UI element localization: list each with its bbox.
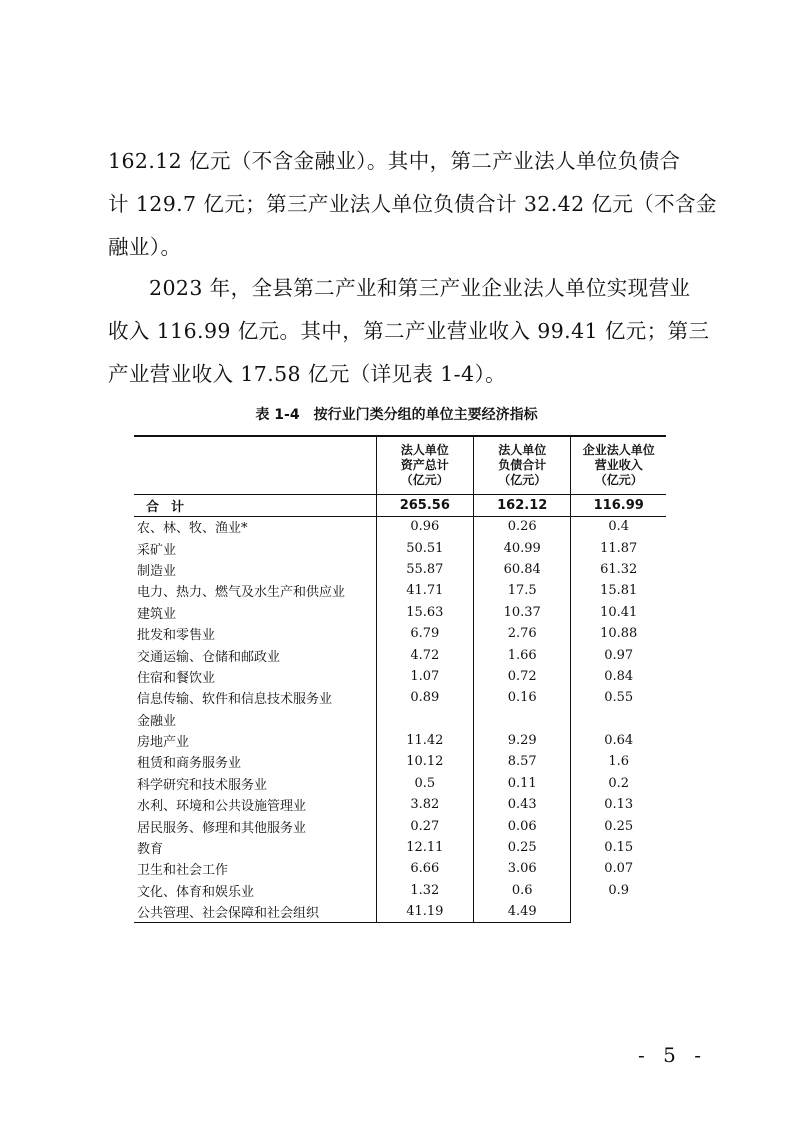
assets-cell: 12.11 bbox=[376, 837, 473, 858]
table-row bbox=[134, 901, 666, 922]
liabilities-cell: 0.11 bbox=[474, 773, 571, 794]
assets-cell: 6.66 bbox=[376, 858, 473, 879]
assets-cell: 55.87 bbox=[376, 559, 473, 580]
table-row bbox=[134, 580, 666, 601]
assets-cell: 41.71 bbox=[376, 580, 473, 601]
table-row bbox=[134, 773, 666, 794]
header-line: 法人单位 bbox=[400, 442, 449, 457]
revenue-cell: 1.6 bbox=[608, 754, 630, 770]
economic-indicators-table bbox=[134, 435, 666, 923]
liabilities-cell: 0.43 bbox=[474, 794, 571, 815]
table-row bbox=[134, 730, 666, 751]
paragraph-line: 融业）。 bbox=[108, 235, 182, 259]
total-liabilities: 162.12 bbox=[474, 494, 571, 516]
revenue-cell: 0.97 bbox=[604, 647, 634, 663]
table-row bbox=[134, 537, 666, 558]
industry-name: 制造业 bbox=[134, 559, 376, 580]
paragraph-line: 产业营业收入 17.58 亿元（详见表 1-4）。 bbox=[108, 362, 506, 386]
revenue-cell: 10.88 bbox=[600, 626, 638, 642]
revenue-cell: 0.15 bbox=[604, 840, 634, 856]
assets-cell: 50.51 bbox=[376, 537, 473, 558]
revenue-cell bbox=[571, 901, 666, 922]
liabilities-cell: 4.49 bbox=[474, 901, 571, 922]
assets-cell: 6.79 bbox=[376, 623, 473, 644]
header-line: 企业法人单位 bbox=[582, 442, 655, 457]
industry-name: 电力、热力、燃气及水生产和供应业 bbox=[134, 580, 376, 601]
revenue-cell: 0.84 bbox=[604, 668, 634, 684]
table-row bbox=[134, 687, 666, 708]
page-number: - 5 - bbox=[638, 1043, 707, 1067]
header-blank bbox=[134, 436, 376, 494]
industry-name: 文化、体育和娱乐业 bbox=[134, 880, 376, 901]
paragraph-revenue bbox=[108, 267, 710, 396]
table-row bbox=[134, 623, 666, 644]
industry-name: 科学研究和技术服务业 bbox=[134, 773, 376, 794]
paragraph-line: 2023 年，全县第二产业和第三产业企业法人单位实现营业 bbox=[149, 276, 691, 300]
header-line: 法人单位 bbox=[498, 442, 547, 457]
liabilities-cell: 17.5 bbox=[474, 580, 571, 601]
liabilities-cell: 0.26 bbox=[474, 516, 571, 537]
table-row bbox=[134, 837, 666, 858]
revenue-cell: 0.07 bbox=[604, 861, 634, 877]
industry-name: 采矿业 bbox=[134, 537, 376, 558]
revenue-cell: 0.64 bbox=[604, 733, 634, 749]
assets-cell: 10.12 bbox=[376, 751, 473, 772]
assets-cell: 0.5 bbox=[376, 773, 473, 794]
revenue-cell: 0.13 bbox=[604, 797, 634, 813]
header-revenue bbox=[571, 436, 666, 494]
header-line: （亿元） bbox=[498, 472, 547, 487]
revenue-cell: 0.55 bbox=[604, 690, 634, 706]
industry-name: 公共管理、社会保障和社会组织 bbox=[134, 901, 376, 922]
industry-name: 建筑业 bbox=[134, 602, 376, 623]
industry-name: 租赁和商务服务业 bbox=[134, 751, 376, 772]
table-row bbox=[134, 751, 666, 772]
revenue-cell: 15.81 bbox=[600, 583, 638, 599]
header-line: （亿元） bbox=[594, 472, 643, 487]
liabilities-cell: 0.16 bbox=[474, 687, 571, 708]
assets-cell: 15.63 bbox=[376, 602, 473, 623]
industry-name: 卫生和社会工作 bbox=[134, 858, 376, 879]
table-row bbox=[134, 666, 666, 687]
liabilities-cell bbox=[474, 709, 571, 730]
table-caption: 表 1-4 按行业门类分组的单位主要经济指标 bbox=[255, 407, 538, 423]
header-line: 负债合计 bbox=[498, 457, 547, 472]
header-line: 资产总计 bbox=[400, 457, 449, 472]
revenue-cell: 0.2 bbox=[608, 775, 630, 791]
header-liabilities bbox=[474, 436, 571, 494]
revenue-cell: 61.32 bbox=[600, 561, 638, 577]
liabilities-cell: 60.84 bbox=[474, 559, 571, 580]
assets-cell: 0.27 bbox=[376, 815, 473, 836]
table-row bbox=[134, 880, 666, 901]
assets-cell: 0.89 bbox=[376, 687, 473, 708]
liabilities-cell: 9.29 bbox=[474, 730, 571, 751]
liabilities-cell: 0.06 bbox=[474, 815, 571, 836]
revenue-cell: 0.25 bbox=[604, 818, 634, 834]
table-row bbox=[134, 709, 666, 730]
assets-cell: 41.19 bbox=[376, 901, 473, 922]
paragraph-line: 计 129.7 亿元；第三产业法人单位负债合计 32.42 亿元（不含金 bbox=[108, 192, 717, 216]
total-revenue: 116.99 bbox=[571, 494, 666, 516]
revenue-cell bbox=[571, 709, 666, 730]
liabilities-cell: 8.57 bbox=[474, 751, 571, 772]
liabilities-cell: 2.76 bbox=[474, 623, 571, 644]
industry-name: 农、林、牧、渔业* bbox=[134, 516, 376, 537]
industry-name: 教育 bbox=[134, 837, 376, 858]
industry-name: 房地产业 bbox=[134, 730, 376, 751]
table-row bbox=[134, 644, 666, 665]
table-row bbox=[134, 559, 666, 580]
revenue-cell: 10.41 bbox=[600, 604, 638, 620]
paragraph-line: 收入 116.99 亿元。其中，第二产业营业收入 99.41 亿元；第三 bbox=[108, 319, 710, 343]
assets-cell: 1.07 bbox=[376, 666, 473, 687]
assets-cell: 1.32 bbox=[376, 880, 473, 901]
liabilities-cell: 0.6 bbox=[474, 880, 571, 901]
industry-name: 住宿和餐饮业 bbox=[134, 666, 376, 687]
industry-name: 金融业 bbox=[134, 709, 376, 730]
liabilities-cell: 40.99 bbox=[474, 537, 571, 558]
assets-cell: 0.96 bbox=[376, 516, 473, 537]
paragraph-liabilities bbox=[108, 140, 717, 269]
total-label: 合计 bbox=[134, 494, 376, 516]
header-assets bbox=[376, 436, 473, 494]
table-row bbox=[134, 794, 666, 815]
revenue-cell: 11.87 bbox=[600, 540, 638, 556]
total-row bbox=[134, 494, 666, 516]
industry-name: 居民服务、修理和其他服务业 bbox=[134, 815, 376, 836]
table-row bbox=[134, 815, 666, 836]
table-header-row bbox=[134, 436, 666, 494]
liabilities-cell: 3.06 bbox=[474, 858, 571, 879]
industry-name: 批发和零售业 bbox=[134, 623, 376, 644]
liabilities-cell: 1.66 bbox=[474, 644, 571, 665]
revenue-cell: 0.4 bbox=[608, 519, 630, 535]
total-assets: 265.56 bbox=[376, 494, 473, 516]
table-row bbox=[134, 858, 666, 879]
assets-cell: 4.72 bbox=[376, 644, 473, 665]
revenue-cell: 0.9 bbox=[608, 882, 630, 898]
header-line: 营业收入 bbox=[594, 457, 643, 472]
liabilities-cell: 0.25 bbox=[474, 837, 571, 858]
industry-name: 交通运输、仓储和邮政业 bbox=[134, 644, 376, 665]
liabilities-cell: 0.72 bbox=[474, 666, 571, 687]
header-line: （亿元） bbox=[400, 472, 449, 487]
assets-cell: 11.42 bbox=[376, 730, 473, 751]
industry-name: 水利、环境和公共设施管理业 bbox=[134, 794, 376, 815]
assets-cell: 3.82 bbox=[376, 794, 473, 815]
table-row bbox=[134, 602, 666, 623]
paragraph-line: 162.12 亿元（不含金融业）。其中，第二产业法人单位负债合 bbox=[108, 149, 681, 173]
industry-name: 信息传输、软件和信息技术服务业 bbox=[134, 687, 376, 708]
table-row bbox=[134, 516, 666, 537]
liabilities-cell: 10.37 bbox=[474, 602, 571, 623]
assets-cell bbox=[376, 709, 473, 730]
